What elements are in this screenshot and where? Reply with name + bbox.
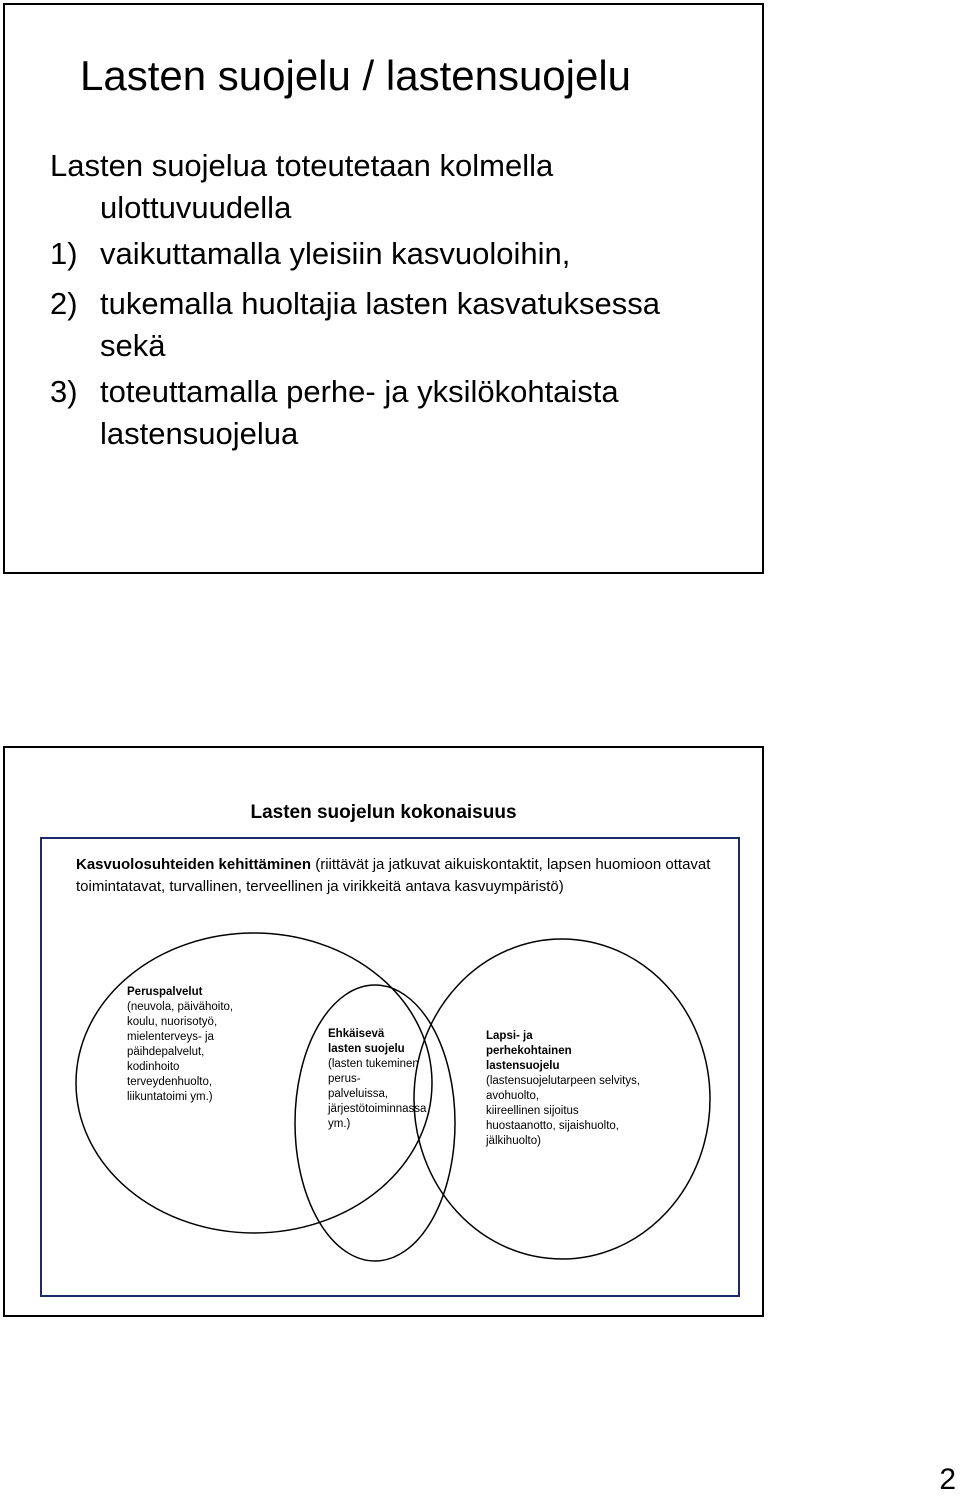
list-item-3-continued: lastensuojelua (100, 416, 299, 451)
text-line: päihdepalvelut, (127, 1046, 205, 1058)
text-line: (lastensuojelutarpeen selvitys, (486, 1075, 641, 1087)
list-text: vaikuttamalla yleisiin kasvuoloihin, (100, 236, 571, 271)
diagram-frame (40, 837, 740, 1297)
development-heading: Kasvuolosuhteiden kehittäminen (76, 856, 312, 873)
ehkaiseva-heading-2: lasten suojelu (328, 1043, 405, 1055)
slide-1 (3, 3, 764, 574)
ehkaiseva-text (328, 1027, 426, 1132)
lastensuojelu-heading-3: lastensuojelu (486, 1060, 560, 1072)
text-line: ym.) (328, 1118, 351, 1130)
slide-2-title: Lasten suojelun kokonaisuus (250, 802, 517, 823)
lastensuojelu-text (486, 1029, 640, 1149)
peruspalvelut-heading: Peruspalvelut (127, 986, 203, 998)
page-number: 2 (939, 1463, 956, 1496)
lastensuojelu-heading-1: Lapsi- ja (486, 1030, 533, 1042)
slide-1-title: Lasten suojelu / lastensuojelu (80, 52, 632, 99)
list-text: tukemalla huoltajia lasten kasvatuksessa (100, 286, 661, 321)
development-description: (riittävät ja jatkuvat aikuiskontaktit, lapsen huomioon ottavat toimintatavat, turvallinen, terveellinen ja virikkeitä antava kasvuympäristö) (76, 856, 711, 895)
list-text: toteuttamalla perhe- ja yksilökohtaista (100, 374, 619, 409)
text-line: järjestötoiminnassa (328, 1103, 427, 1115)
text-line: huostaanotto, sijaishuolto, (486, 1120, 619, 1132)
text-line: palveluissa, (328, 1088, 389, 1100)
text-line: koulu, nuorisotyö, (127, 1016, 218, 1028)
ehkaiseva-heading-1: Ehkäisevä (328, 1028, 385, 1040)
text-line: perus- (328, 1073, 361, 1085)
list-number: 3) (50, 374, 78, 409)
list-number: 1) (50, 236, 78, 271)
list-number: 2) (50, 286, 78, 321)
text-line: mielenterveys- ja (127, 1031, 214, 1043)
text-line: kodinhoito (127, 1061, 180, 1073)
lastensuojelu-heading-2: perhekohtainen (486, 1045, 572, 1057)
peruspalvelut-text (127, 985, 233, 1105)
text-line: avohuolto, (486, 1090, 540, 1102)
slide-2 (3, 746, 764, 1317)
list-item-2-continued: sekä (100, 328, 166, 363)
text-line: jälkihuolto) (486, 1135, 541, 1147)
text-line: terveydenhuolto, (127, 1076, 213, 1088)
text-line: kiireellinen sijoitus (486, 1105, 579, 1117)
intro-line-1: Lasten suojelua toteutetaan kolmella (50, 148, 554, 183)
text-line: (neuvola, päivähoito, (127, 1001, 234, 1013)
text-line: liikuntatoimi ym.) (127, 1091, 213, 1103)
text-line: (lasten tukeminen (328, 1058, 419, 1070)
intro-line-2: ulottuvuudella (100, 190, 292, 225)
